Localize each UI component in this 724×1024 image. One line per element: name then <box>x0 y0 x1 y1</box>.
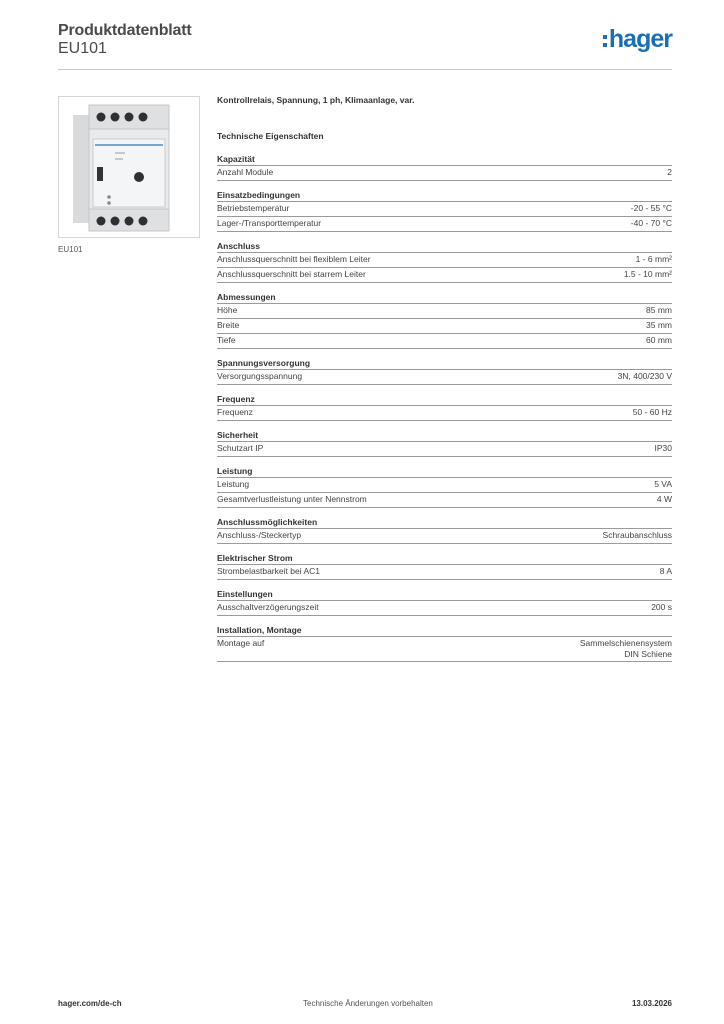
spec-label: Höhe <box>217 305 238 315</box>
spec-value: 1.5 - 10 mm² <box>623 269 672 279</box>
spec-label: Versorgungsspannung <box>217 371 303 381</box>
section-rows <box>217 201 672 232</box>
spec-label: Anschlussquerschnitt bei flexiblem Leiter <box>217 254 371 264</box>
spec-section <box>217 430 672 457</box>
page-header <box>58 20 672 70</box>
spec-label: Leistung <box>217 479 250 489</box>
spec-row <box>217 369 672 385</box>
spec-row <box>217 216 672 232</box>
footer-website: hager.com/de-ch <box>58 999 122 1008</box>
spec-label: Anzahl Module <box>217 167 274 177</box>
spec-row <box>217 252 672 267</box>
spec-label: Breite <box>217 320 240 330</box>
spec-row <box>217 636 672 662</box>
relay-device-icon <box>59 97 199 237</box>
spec-value: 8 A <box>659 566 672 576</box>
section-title: Spannungsversorgung <box>217 358 311 368</box>
section-title: Elektrischer Strom <box>217 553 293 563</box>
section-title: Frequenz <box>217 394 255 404</box>
spec-row <box>217 441 672 457</box>
spec-section <box>217 154 672 181</box>
spec-value: 35 mm <box>646 320 672 330</box>
spec-section <box>217 292 672 349</box>
product-description: Kontrollrelais, Spannung, 1 ph, Klimaanlage, var. <box>217 95 415 105</box>
spec-value: IP30 <box>654 443 672 453</box>
spec-label: Tiefe <box>217 335 236 345</box>
spec-label: Montage auf <box>217 638 265 648</box>
section-rows <box>217 636 672 662</box>
spec-label: Schutzart IP <box>217 443 264 453</box>
section-rows <box>217 405 672 421</box>
spec-row <box>217 528 672 544</box>
section-rows <box>217 441 672 457</box>
spec-label: Lager-/Transporttemperatur <box>217 218 322 228</box>
spec-section <box>217 394 672 421</box>
section-rows <box>217 528 672 544</box>
logo-text: hager <box>608 25 672 53</box>
spec-value: 2 <box>667 167 672 177</box>
hager-logo <box>603 26 672 52</box>
spec-value: 200 s <box>651 602 672 612</box>
spec-value: -40 - 70 °C <box>630 218 672 228</box>
section-rows <box>217 303 672 349</box>
specifications <box>217 95 672 662</box>
section-title: Sicherheit <box>217 430 259 440</box>
spec-value: 50 - 60 Hz <box>632 407 672 417</box>
spec-row <box>217 405 672 421</box>
spec-section <box>217 358 672 385</box>
image-caption: EU101 <box>58 245 83 254</box>
section-rows <box>217 477 672 508</box>
spec-section <box>217 589 672 616</box>
section-title: Einstellungen <box>217 589 273 599</box>
section-title: Leistung <box>217 466 253 476</box>
spec-row <box>217 492 672 508</box>
spec-row <box>217 564 672 580</box>
spec-value: 3N, 400/230 V <box>617 371 672 381</box>
spec-value: 1 - 6 mm² <box>635 254 672 264</box>
section-rows <box>217 564 672 580</box>
section-title: Einsatzbedingungen <box>217 190 301 200</box>
product-code: EU101 <box>58 40 107 57</box>
spec-section <box>217 517 672 544</box>
spec-value: Schraubanschluss <box>602 530 672 540</box>
spec-row <box>217 165 672 181</box>
spec-section <box>217 466 672 508</box>
spec-section <box>217 553 672 580</box>
spec-value: 85 mm <box>646 305 672 315</box>
spec-row <box>217 267 672 283</box>
section-title: Abmessungen <box>217 292 276 302</box>
spec-row <box>217 318 672 333</box>
spec-value: 5 VA <box>654 479 672 489</box>
spec-value: 60 mm <box>646 335 672 345</box>
section-rows <box>217 369 672 385</box>
spec-row <box>217 477 672 492</box>
section-title: Installation, Montage <box>217 625 302 635</box>
product-image <box>58 96 200 238</box>
spec-label: Betriebstemperatur <box>217 203 290 213</box>
spec-value: -20 - 55 °C <box>630 203 672 213</box>
spec-value: Sammelschienensystem DIN Schiene <box>579 638 672 659</box>
spec-label: Anschluss-/Steckertyp <box>217 530 302 540</box>
document-title: Produktdatenblatt <box>58 22 192 39</box>
spec-value: 4 W <box>656 494 672 504</box>
logo-dots-icon <box>603 35 607 47</box>
section-title: Anschluss <box>217 241 260 251</box>
spec-row <box>217 303 672 318</box>
spec-label: Gesamtverlustleistung unter Nennstrom <box>217 494 367 504</box>
spec-sections <box>217 154 672 662</box>
spec-row <box>217 600 672 616</box>
section-rows <box>217 600 672 616</box>
spec-label: Anschlussquerschnitt bei starrem Leiter <box>217 269 366 279</box>
spec-row <box>217 333 672 349</box>
spec-section <box>217 625 672 662</box>
section-rows <box>217 252 672 283</box>
spec-label: Frequenz <box>217 407 253 417</box>
spec-label: Ausschaltverzögerungszeit <box>217 602 319 612</box>
footer-date: 13.03.2026 <box>631 999 672 1008</box>
section-title: Kapazität <box>217 154 255 164</box>
spec-label: Strombelastbarkeit bei AC1 <box>217 566 320 576</box>
spec-row <box>217 201 672 216</box>
section-rows <box>217 165 672 181</box>
spec-section <box>217 190 672 232</box>
spec-section <box>217 241 672 283</box>
tech-properties-heading: Technische Eigenschaften <box>217 131 324 141</box>
section-title: Anschlussmöglichkeiten <box>217 517 318 527</box>
footer-notice: Technische Änderungen vorbehalten <box>303 999 433 1008</box>
